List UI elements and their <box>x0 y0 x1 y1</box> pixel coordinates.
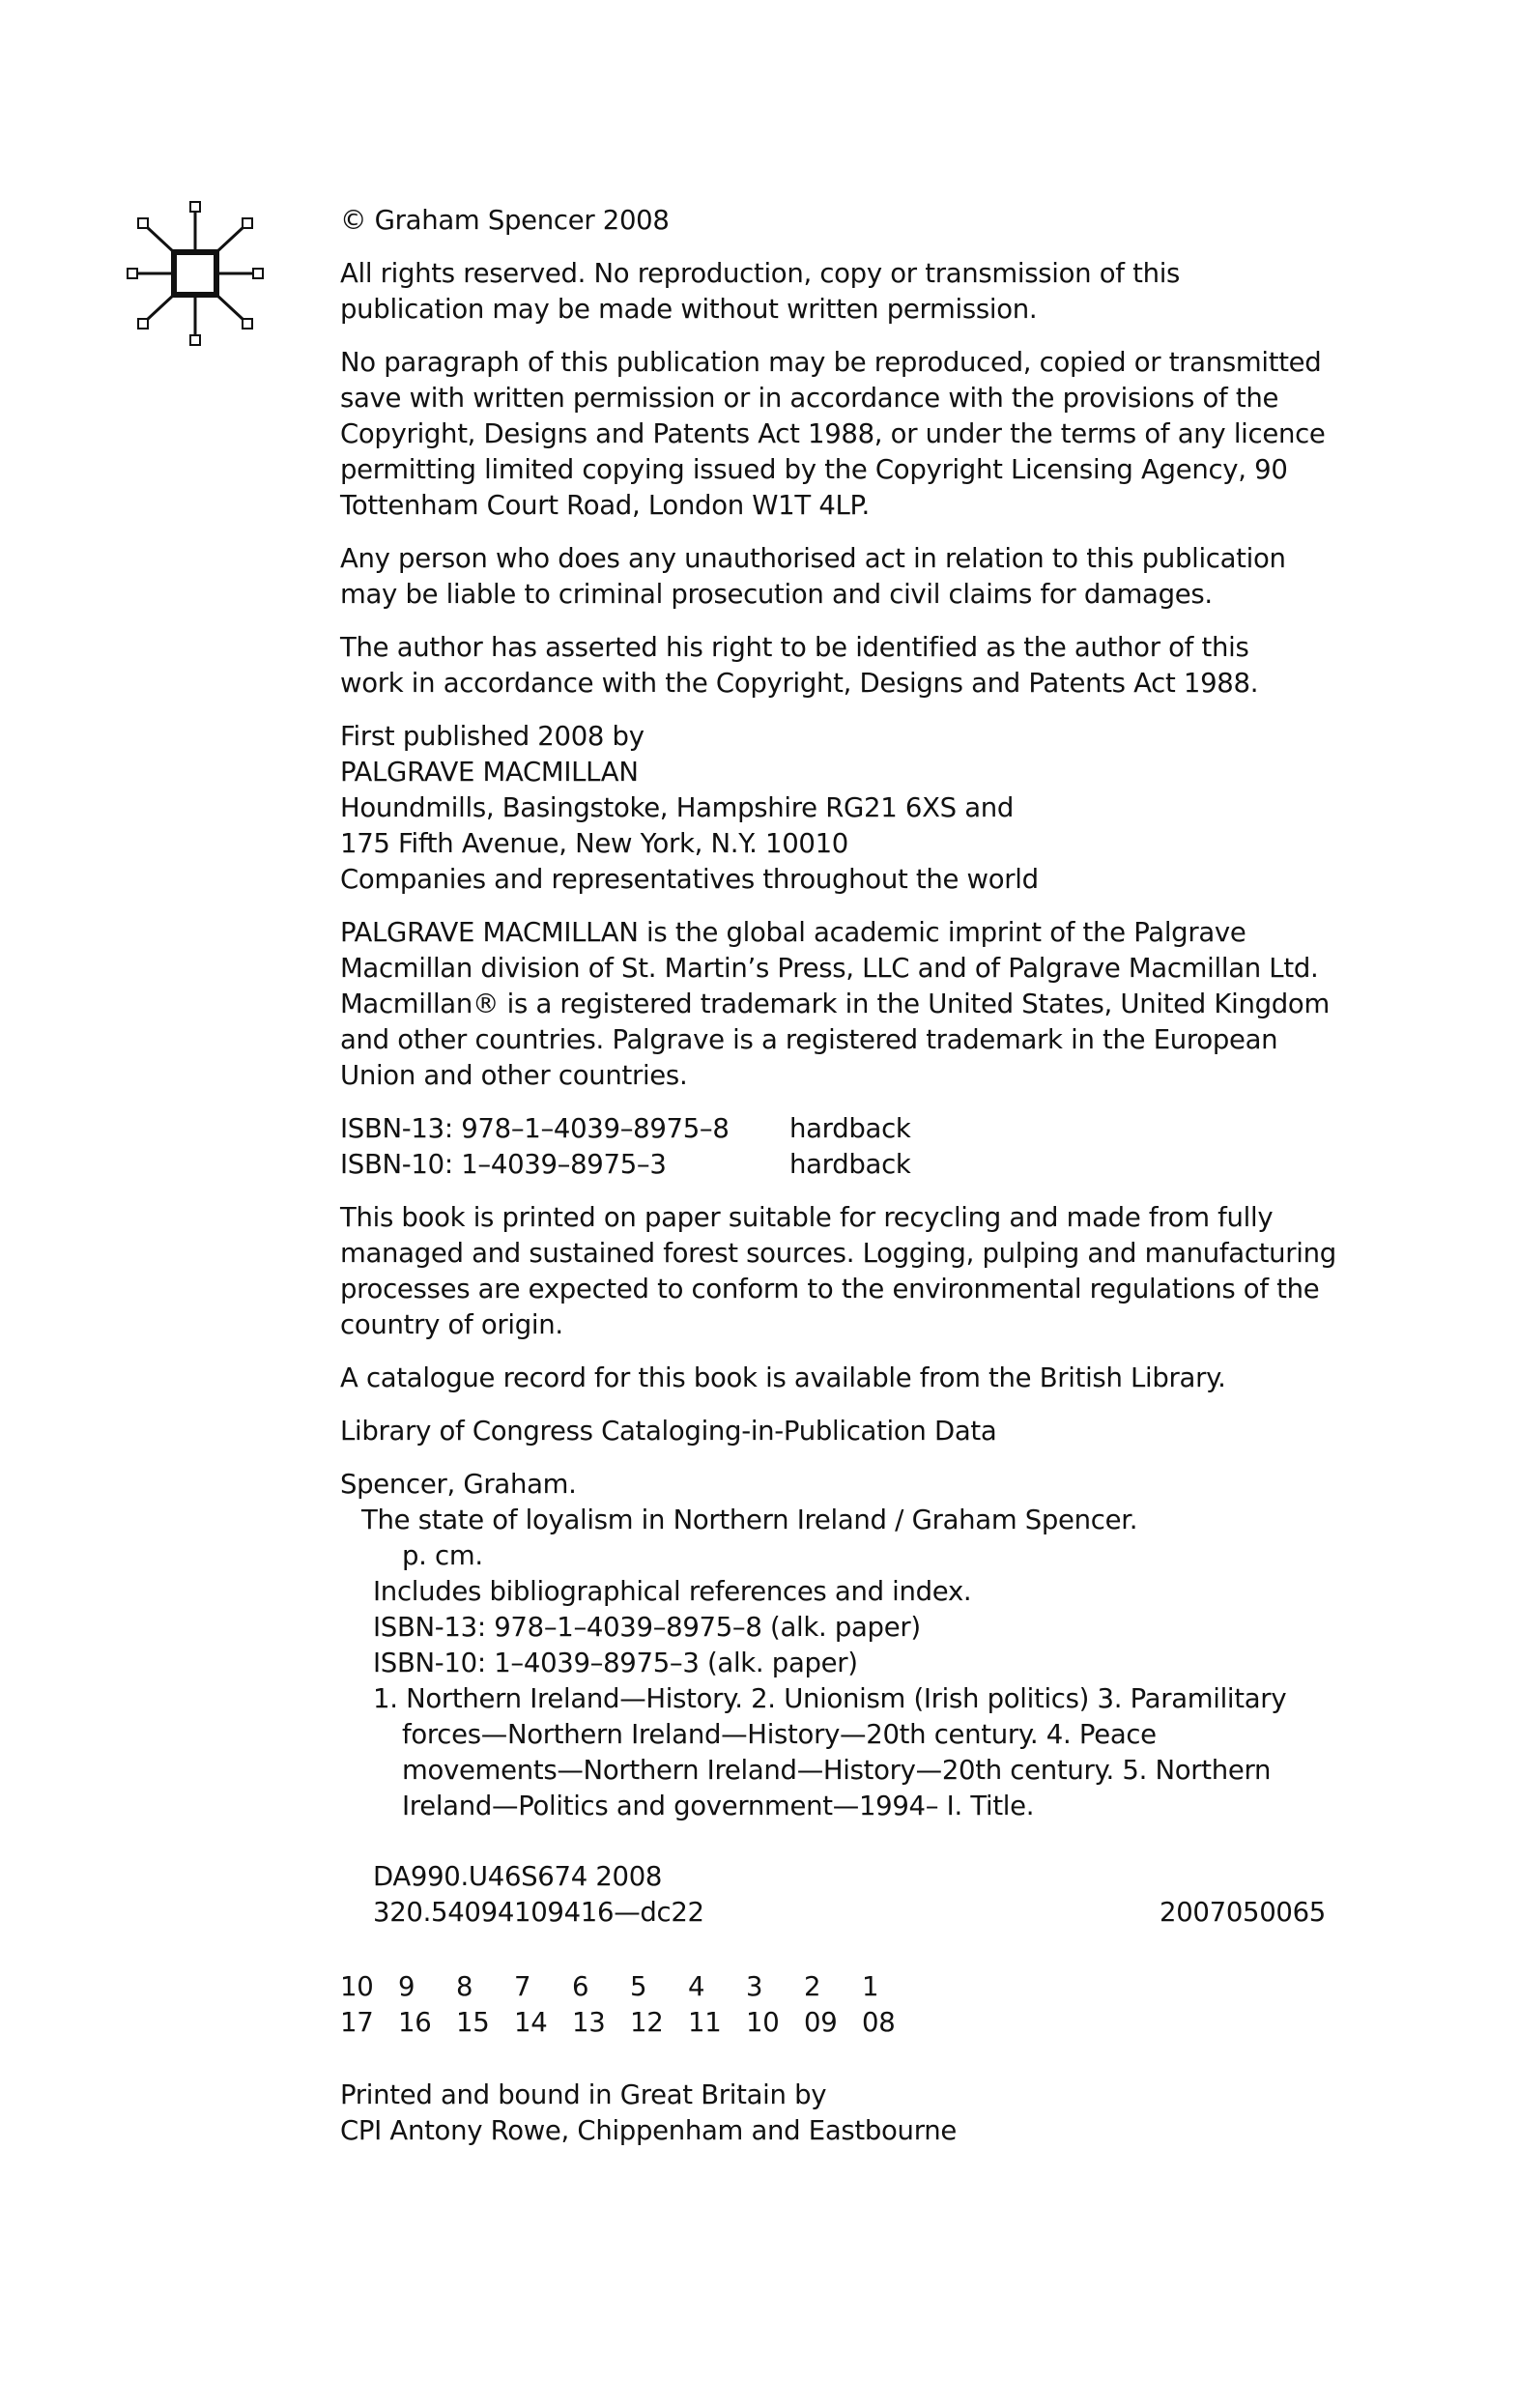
catalogue-line: A catalogue record for this book is available from the British Library. <box>340 1362 1226 1393</box>
copyright-page <box>340 203 1336 2149</box>
author-rights-paragraph: The author has asserted his right to be identified as the author of this work in accordance with the Copyright, Designs and Patents Act 1988. <box>340 632 1259 699</box>
cip-block <box>340 1467 1326 1931</box>
impression-number: 7 <box>514 1971 531 2002</box>
impression-numbers <box>340 1969 1326 2005</box>
impression-years <box>340 2005 1326 2041</box>
copyright-line: © Graham Spencer 2008 <box>340 205 670 236</box>
cip-pcm: p. cm. <box>402 1540 483 1571</box>
impression-year: 14 <box>514 2007 548 2038</box>
printer-block: Printed and bound in Great Britain by CPI Antony Rowe, Chippenham and Eastbourne <box>340 2079 957 2146</box>
cip-lccn: 2007050065 <box>1160 1897 1326 1928</box>
impression-number: 8 <box>456 1971 473 2002</box>
cip-dewey: 320.54094109416—dc22 <box>373 1897 704 1928</box>
impression-year: 12 <box>630 2007 664 2038</box>
loc-heading: Library of Congress Cataloging-in-Publication Data <box>340 1416 997 1447</box>
palgrave-logo-icon <box>124 198 267 351</box>
impression-year: 08 <box>862 2007 896 2038</box>
cip-subjects: 1. Northern Ireland—History. 2. Unionism (Irish politics) 3. Paramilitary forces—Northern Ireland—History—20th century. 4. Peace movements—Northern Ireland—History—20th century. 5. Northern Ireland—Politics and government—1994– I. Title. <box>373 1683 1287 1821</box>
cip-author: Spencer, Graham. <box>340 1469 577 1500</box>
cip-note: ISBN-13: 978–1–4039–8975–8 (alk. paper) <box>373 1612 921 1643</box>
impression-number: 10 <box>340 1971 374 2002</box>
impression-year: 13 <box>572 2007 606 2038</box>
cip-note: Includes bibliographical references and index. <box>373 1576 972 1607</box>
impression-year: 15 <box>456 2007 490 2038</box>
cip-dewey-row <box>340 1895 1326 1931</box>
isbn-row: ISBN-10: 1–4039–8975–3 hardback <box>340 1149 911 1180</box>
cip-classification: DA990.U46S674 2008 <box>373 1861 663 1892</box>
paper-paragraph: This book is printed on paper suitable for recycling and made from fully managed and sustained forest sources. Logging, pulping and manufacturing processes are expected to conform to the environmental regulations of the country of origin. <box>340 1202 1336 1340</box>
isbn-block <box>340 1111 1326 1183</box>
isbn-row: ISBN-13: 978–1–4039–8975–8 hardback <box>340 1113 911 1144</box>
impression-number: 2 <box>804 1971 821 2002</box>
impression-year: 10 <box>746 2007 780 2038</box>
impression-number: 1 <box>862 1971 879 2002</box>
impression-number: 5 <box>630 1971 647 2002</box>
impression-year: 17 <box>340 2007 374 2038</box>
impression-year: 16 <box>398 2007 432 2038</box>
impression-number: 9 <box>398 1971 415 2002</box>
impression-block <box>340 1969 1326 2041</box>
imprint-paragraph: PALGRAVE MACMILLAN is the global academic imprint of the Palgrave Macmillan division of St. Martin’s Press, LLC and of Palgrave Macmillan Ltd. Macmillan® is a registered trademark in the United States, United Kingdom and other countries. Palgrave is a registered trademark in the European Union and other countries. <box>340 917 1330 1091</box>
unauthorised-act-paragraph: Any person who does any unauthorised act in relation to this publication may be liable to criminal prosecution and civil claims for damages. <box>340 543 1286 610</box>
no-reproduction-paragraph: No paragraph of this publication may be reproduced, copied or transmitted save with written permission or in accordance with the provisions of the Copyright, Designs and Patents Act 1988, or under the terms of any licence permitting limited copying issued by the Copyright Licensing Agency, 90 Tottenham Court Road, London W1T 4LP. <box>340 347 1326 521</box>
impression-number: 4 <box>688 1971 705 2002</box>
rights-paragraph: All rights reserved. No reproduction, copy or transmission of this publication may be made without written permission. <box>340 258 1181 325</box>
cip-title: The state of loyalism in Northern Ireland / Graham Spencer. <box>361 1505 1138 1535</box>
impression-number: 6 <box>572 1971 589 2002</box>
impression-number: 3 <box>746 1971 763 2002</box>
publisher-block: First published 2008 by PALGRAVE MACMILLAN Houndmills, Basingstoke, Hampshire RG21 6XS and 175 Fifth Avenue, New York, N.Y. 10010 Companies and representatives throughout the world <box>340 721 1039 895</box>
cip-note: ISBN-10: 1–4039–8975–3 (alk. paper) <box>373 1648 858 1678</box>
impression-year: 11 <box>688 2007 722 2038</box>
impression-year: 09 <box>804 2007 838 2038</box>
